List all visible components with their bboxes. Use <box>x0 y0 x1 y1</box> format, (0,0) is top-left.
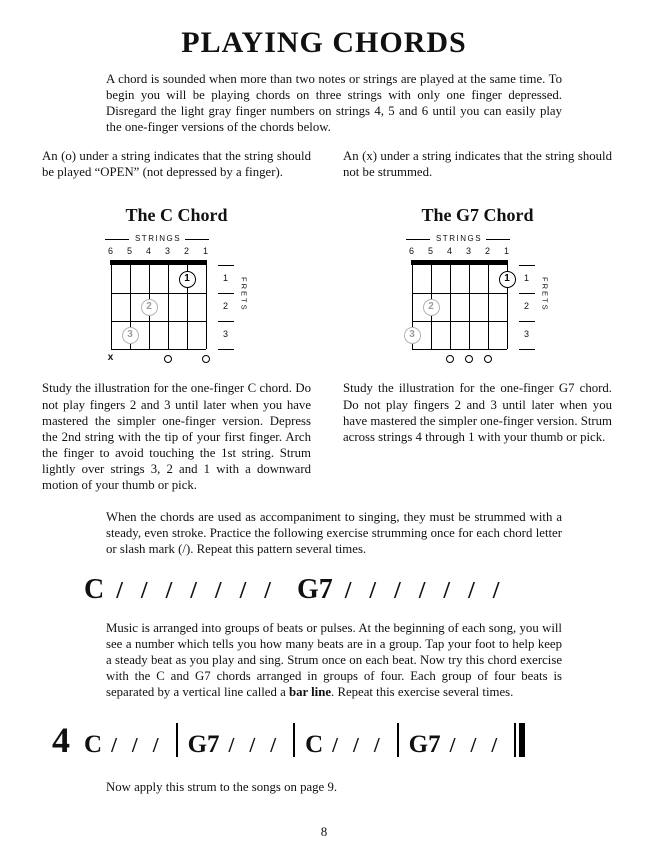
string-number: 4 <box>446 246 452 257</box>
slash-mark: / <box>131 733 138 758</box>
string-line <box>111 265 112 349</box>
finger-marker-2: 2 <box>423 299 440 316</box>
slash-mark: / <box>491 733 498 758</box>
finger-marker-2: 2 <box>141 299 158 316</box>
g7-chord-heading: The G7 Chord <box>421 205 534 226</box>
mute-string-marker: x <box>107 352 114 364</box>
slash-mark: / <box>190 577 197 604</box>
intro-paragraph: A chord is sounded when more than two notes or strings are played at the same time. To begin you will be playing chords on three strings with only one finger depressed. Disregard the light gray finger numbers on strings 4, 5 and 6 until you can easily play the one-finger versions of the chords below. <box>106 72 562 134</box>
slash-mark: / <box>449 733 456 758</box>
slash-mark: / <box>373 733 380 758</box>
strum-exercise-1 <box>84 573 648 605</box>
double-bar-line <box>514 723 525 757</box>
strings-label-rule <box>486 239 510 240</box>
slash-mark: / <box>140 577 148 604</box>
strum-exercise-2 <box>52 720 648 761</box>
slash-mark: / <box>116 577 123 604</box>
finger-marker-1: 1 <box>179 271 196 288</box>
slash-mark: / <box>418 577 426 604</box>
fret-line <box>412 321 507 322</box>
open-string-marker <box>484 355 492 363</box>
string-number: 1 <box>503 246 509 257</box>
slash-mark: / <box>369 577 377 604</box>
paragraph-text: . Repeat this exercise several times. <box>331 684 514 699</box>
slash-mark: / <box>165 577 173 604</box>
slash-mark: / <box>332 733 338 758</box>
slash-mark: / <box>394 577 401 604</box>
g7-chord-diagram <box>402 234 554 370</box>
string-number: 5 <box>427 246 433 257</box>
fret-ladder-line <box>218 349 234 350</box>
chord-symbol: G7 <box>408 731 441 759</box>
closing-note: Now apply this strum to the songs on page 9. <box>106 780 338 795</box>
fret-line <box>412 293 507 294</box>
nut <box>411 260 508 265</box>
string-number: 6 <box>408 246 414 257</box>
fret-number: 3 <box>222 329 228 340</box>
strings-label: STRINGS <box>435 234 483 244</box>
bar-line <box>397 723 399 757</box>
double-bar-thin-line <box>514 723 516 757</box>
strum-paragraph: When the chords are used as accompaniment to singing, they must be strummed with a steady, even stroke. Practice the following exercise strumming once for each chord letter or slash mark (/). Repeat this pattern several times. <box>106 510 562 557</box>
chord-symbol: G7 <box>296 573 333 605</box>
fret-line <box>412 349 507 350</box>
strings-label-rule <box>105 239 129 240</box>
c-chord-heading: The C Chord <box>125 205 228 226</box>
fret-ladder-line <box>519 321 535 322</box>
slash-mark: / <box>470 733 477 758</box>
c-chord-diagram <box>101 234 253 370</box>
open-string-marker <box>465 355 473 363</box>
page-title: PLAYING CHORDS <box>181 26 467 59</box>
string-number: 3 <box>465 246 471 257</box>
slash-mark: / <box>270 733 277 758</box>
strings-label-rule <box>185 239 209 240</box>
slash-mark: / <box>352 733 359 758</box>
strings-label-rule <box>406 239 430 240</box>
slash-mark: / <box>111 733 117 758</box>
mute-string-note: An (x) under a string indicates that the string should not be strummed. <box>343 149 612 180</box>
fret-ladder-line <box>519 293 535 294</box>
fret-number: 1 <box>523 273 529 284</box>
string-number: 1 <box>202 246 208 257</box>
slash-mark: / <box>443 577 451 604</box>
slash-mark: / <box>152 733 159 758</box>
slash-mark: / <box>492 577 500 604</box>
fret-number: 2 <box>523 301 529 312</box>
finger-marker-3: 3 <box>122 327 139 344</box>
fret-number: 3 <box>523 329 529 340</box>
chord-symbol: G7 <box>187 731 220 759</box>
fret-ladder-line <box>218 265 234 266</box>
frets-label: FRETS <box>540 277 550 313</box>
chord-symbol: C <box>84 731 103 759</box>
string-number: 6 <box>107 246 113 257</box>
bar-line <box>293 723 295 757</box>
double-bar-thick-line <box>519 723 525 757</box>
beats-paragraph <box>106 620 562 701</box>
fret-ladder-line <box>218 321 234 322</box>
chord-symbol: C <box>305 731 324 759</box>
time-signature: 4 <box>52 720 70 761</box>
slash-mark: / <box>228 733 235 758</box>
fret-number: 1 <box>222 273 228 284</box>
fret-line <box>111 321 206 322</box>
bold-term: bar line <box>288 684 332 699</box>
fret-ladder-line <box>218 293 234 294</box>
g7-chord-description: Study the illustration for the one-finger G7 chord. Do not play fingers 2 and 3 until later when you have mastered the simpler one-finger version. Strum across strings 4 through 1 with your thumb or pick. <box>343 381 613 444</box>
string-line <box>168 265 169 349</box>
fret-ladder-line <box>519 349 535 350</box>
string-number: 2 <box>183 246 189 257</box>
slash-mark: / <box>468 577 475 604</box>
g7-chord-column <box>343 149 612 493</box>
fret-line <box>111 293 206 294</box>
string-number: 3 <box>164 246 170 257</box>
string-number: 5 <box>126 246 132 257</box>
strings-label: STRINGS <box>134 234 182 244</box>
string-line <box>488 265 489 349</box>
chord-symbol: C <box>84 573 105 605</box>
open-string-marker <box>164 355 172 363</box>
c-chord-column <box>42 149 311 493</box>
bar-line <box>176 723 178 757</box>
chord-columns <box>42 149 612 493</box>
open-string-marker <box>202 355 210 363</box>
frets-label: FRETS <box>239 277 249 313</box>
string-number: 2 <box>484 246 490 257</box>
slash-mark: / <box>214 577 222 604</box>
fret-line <box>111 349 206 350</box>
slash-mark: / <box>344 577 352 604</box>
string-line <box>206 265 207 349</box>
string-line <box>450 265 451 349</box>
fret-ladder-line <box>519 265 535 266</box>
paragraph-text: Music is arranged into groups of beats or pulses. At the beginning of each song, you will see a number which tells you how many beats are in a group. Tap your foot to help keep a steady beat as you play and sing. Strum once on each beat. Now try this chord exercise with the C and G7 chords arranged in groups of four. Each group of four beats is separated by a vertical line called a <box>106 620 562 699</box>
open-string-marker <box>446 355 454 363</box>
nut <box>110 260 207 265</box>
slash-mark: / <box>239 577 247 604</box>
finger-marker-1: 1 <box>499 271 516 288</box>
page-number: 8 <box>320 824 328 839</box>
slash-mark: / <box>264 577 271 604</box>
string-number: 4 <box>145 246 151 257</box>
slash-mark: / <box>249 733 256 758</box>
c-chord-description: Study the illustration for the one-finger C chord. Do not play fingers 2 and 3 until later when you have mastered the simpler one-finger version. Depress the 2nd string with the tip of your first finger. Arch the finger to avoid touching the 1st string. Strum lightly over strings 3, 2 and 1 with a downward motion of your thumb or pick. <box>42 381 311 493</box>
fret-number: 2 <box>222 301 228 312</box>
finger-marker-3: 3 <box>404 327 421 344</box>
open-string-note: An (o) under a string indicates that the string should be played “OPEN” (not depressed by a finger). <box>42 149 311 180</box>
string-line <box>469 265 470 349</box>
